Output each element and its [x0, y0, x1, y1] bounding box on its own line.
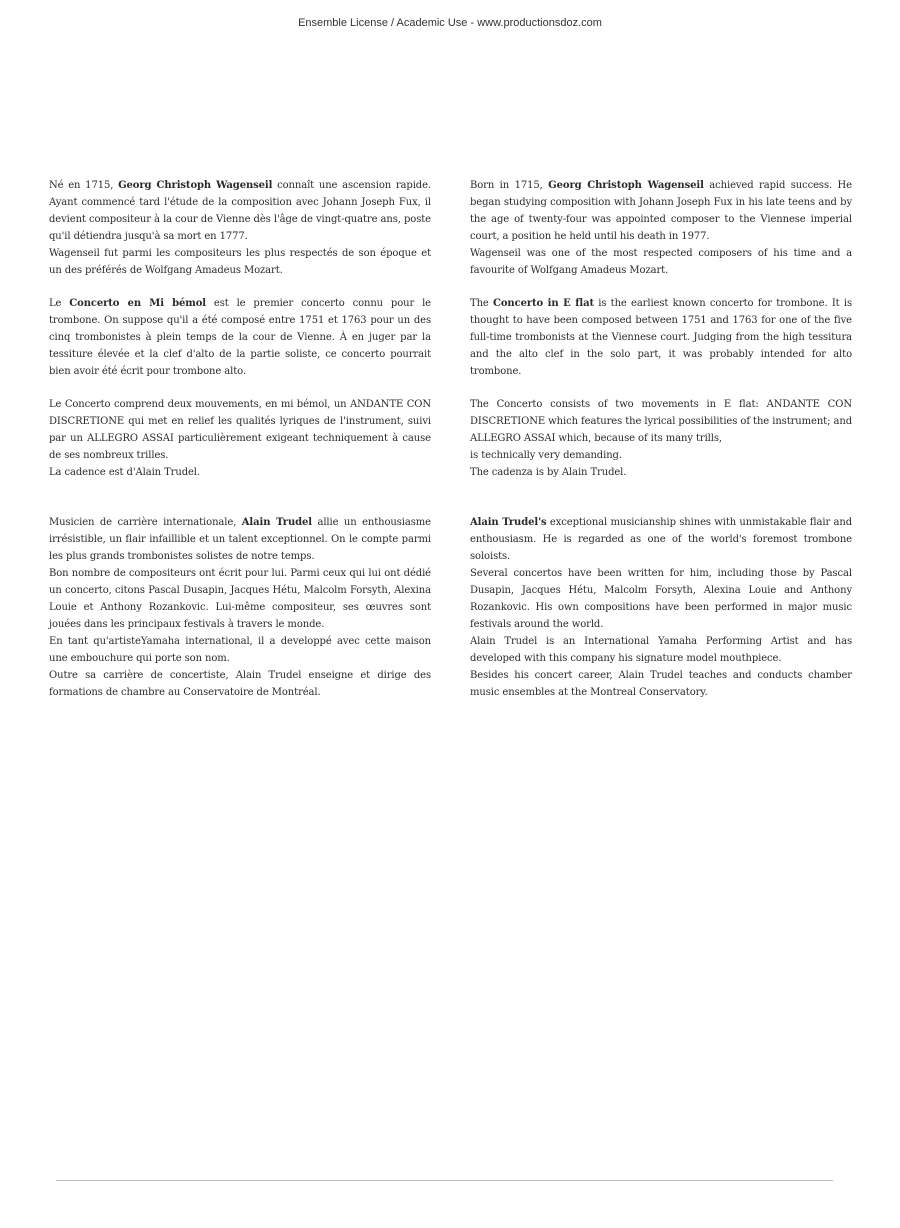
fr-p4-text-f: Outre sa carrière de concertiste, Alain Trudel enseigne et dirige des formations de chambre au Conservatoire de Montréal.: [49, 670, 431, 698]
fr-p2-text-c: est le premier concerto connu pour le trombone. On suppose qu'il a été composé entre 1751 et 1763 pour un des cinq trombonistes à plein temps de la cour de Vienne. À en juger par la tessiture élevée et la clef d'alto de la partie soliste, ce concerto pourrait bien avoir été écrit pour trombone alto.: [49, 298, 431, 377]
fr-p2-text-a: Le: [49, 298, 70, 309]
en-concerto-paragraph: [470, 295, 852, 380]
en-p4-text-e: Besides his concert career, Alain Trudel teaches and conducts chamber music ensembles at the Montreal Conservatory.: [470, 670, 852, 698]
license-header: Ensemble License / Academic Use - www.productionsdoz.com: [298, 17, 602, 29]
fr-p4-soloist-name: Alain Trudel: [241, 517, 312, 528]
en-p2-text-c: is the earliest known concerto for trombone. It is thought to have been composed between 1751 and 1763 for one of the five full-time trombonists at the Viennese court. Judging from the high tessitura and the alto clef in the solo part, it was probably intended for alto trombone.: [470, 298, 852, 377]
fr-wagenseil-paragraph: [49, 177, 431, 279]
en-p1-text-d: Wagenseil was one of the most respected composers of his time and a favourite of Wolfgang Amadeus Mozart.: [470, 248, 852, 276]
en-wagenseil-paragraph: [470, 177, 852, 279]
fr-p2-concerto-title: Concerto en Mi bémol: [69, 298, 206, 309]
french-column: [49, 177, 431, 701]
en-p3-text-c: The cadenza is by Alain Trudel.: [470, 467, 627, 478]
fr-trudel-paragraph: [49, 514, 431, 701]
en-p2-concerto-title: Concerto in E flat: [493, 298, 594, 309]
en-movements-paragraph: [470, 396, 852, 481]
en-p4-text-b: exceptional musicianship shines with unmistakable flair and enthousiasm. He is regarded as one of the world's foremost trombone soloists.: [470, 517, 852, 562]
en-p3-text-b: is technically very demanding.: [470, 450, 622, 461]
en-p3-text-a: The Concerto consists of two movements in E flat: ANDANTE CON DISCRETIONE which features the lyrical possibilities of the instrument; and ALLEGRO ASSAI which, because of its many trills,: [470, 399, 852, 444]
fr-movements-paragraph: [49, 396, 431, 481]
en-p1-text-c: achieved rapid success. He began studying composition with Johann Joseph Fux in his late teens and by the age of twenty-four was appointed composer to the Viennese imperial court, a position he held until his death in 1977.: [470, 180, 852, 242]
fr-p1-text-c: connaît une ascension rapide. Ayant commencé tard l'étude de la composition avec Johann Joseph Fux, il devient compositeur à la cour de Vienne dès l'âge de vingt-quatre ans, poste qu'il détiendra jusqu'à sa mort en 1777.: [49, 180, 431, 242]
en-p4-text-c: Several concertos have been written for him, including those by Pascal Dusapin, Jacques Hétu, Malcolm Forsyth, Alexina Louie and Anthony Rozankovic. His own compositions have been performed in major music festivals around the world.: [470, 568, 852, 630]
en-p4-text-d: Alain Trudel is an International Yamaha Performing Artist and has developed with this company his signature model mouthpiece.: [470, 636, 852, 664]
fr-concerto-paragraph: [49, 295, 431, 380]
en-p1-text-a: Born in 1715,: [470, 180, 549, 191]
en-p4-soloist-name: Alain Trudel's: [470, 517, 547, 528]
fr-p1-composer-name: Georg Christoph Wagenseil: [118, 180, 273, 191]
en-p2-text-a: The: [470, 298, 493, 309]
fr-p4-text-c: allie un enthousiasme irrésistible, un flair infaillible et un talent exceptionnel. On le compte parmi les plus grands trombonistes solistes de notre temps.: [49, 517, 431, 562]
fr-p3-text-a: Le Concerto comprend deux mouvements, en mi bémol, un ANDANTE CON DISCRETIONE qui met en relief les qualités lyriques de l'instrument, suivi par un ALLEGRO ASSAI particulièrement exigeant techniquement à cause de ses nombreux trilles.: [49, 399, 431, 461]
fr-p1-text-d: Wagenseil fut parmi les compositeurs les plus respectés de son époque et un des préférés de Wolfgang Amadeus Mozart.: [49, 248, 431, 276]
footer-divider: [56, 1180, 833, 1181]
fr-p4-text-e: En tant qu'artisteYamaha international, il a developpé avec cette maison une embouchure qui porte son nom.: [49, 636, 431, 664]
en-trudel-paragraph: [470, 514, 852, 701]
fr-p1-text-a: Né en 1715,: [49, 180, 119, 191]
en-p1-composer-name: Georg Christoph Wagenseil: [548, 180, 704, 191]
english-column: [470, 177, 852, 701]
fr-p4-text-d: Bon nombre de compositeurs ont écrit pour lui. Parmi ceux qui lui ont dédié un concerto, citons Pascal Dusapin, Jacques Hétu, Malcolm Forsyth, Alexina Louie et Anthony Rozankovic. Lui-même compositeur, ses œuvres sont jouées dans les principaux festivals à travers le monde.: [49, 568, 431, 630]
fr-p3-text-b: La cadence est d'Alain Trudel.: [49, 467, 200, 478]
fr-p4-text-a: Musicien de carrière internationale,: [49, 517, 242, 528]
